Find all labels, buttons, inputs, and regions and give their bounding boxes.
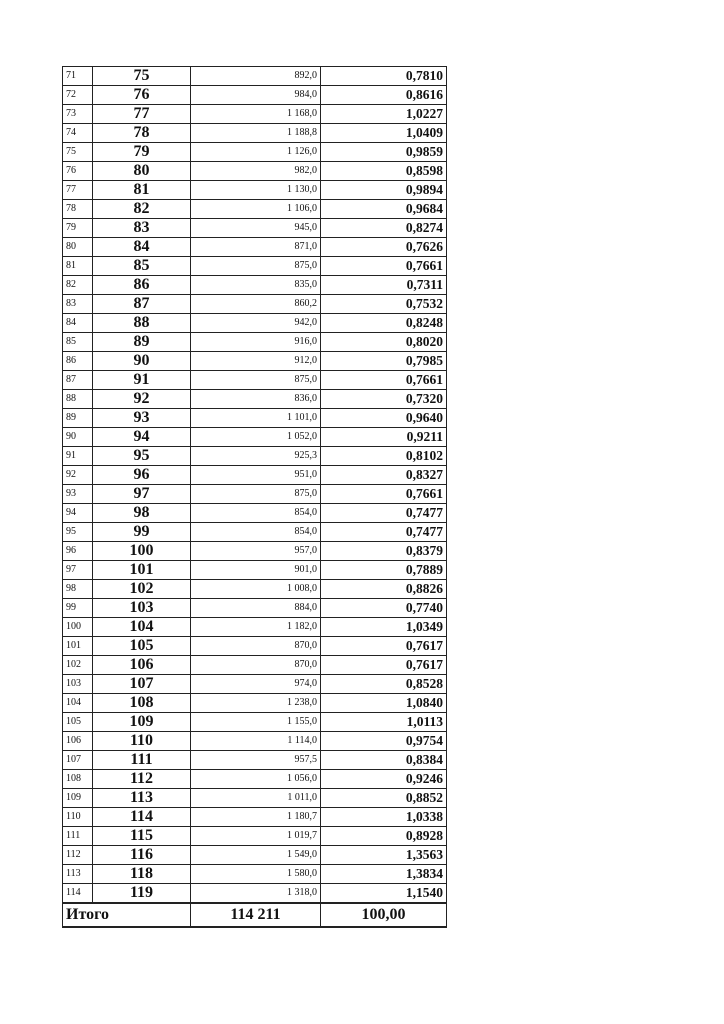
row-index: 78	[63, 200, 93, 219]
premise-share: 1,0840	[321, 694, 447, 713]
premise-share: 0,8020	[321, 333, 447, 352]
row-index: 101	[63, 637, 93, 656]
table-row	[63, 827, 447, 846]
premise-number: 85	[93, 257, 191, 276]
table-row	[63, 694, 447, 713]
premise-number: 90	[93, 352, 191, 371]
premise-share: 0,7320	[321, 390, 447, 409]
row-index: 105	[63, 713, 93, 732]
table-row	[63, 428, 447, 447]
row-index: 111	[63, 827, 93, 846]
premise-share: 0,7661	[321, 371, 447, 390]
table-row	[63, 86, 447, 105]
table-row	[63, 789, 447, 808]
row-index: 92	[63, 466, 93, 485]
row-index: 91	[63, 447, 93, 466]
premise-area: 870,0	[191, 656, 321, 675]
premise-share: 1,0227	[321, 105, 447, 124]
premise-area: 835,0	[191, 276, 321, 295]
premise-area: 1 130,0	[191, 181, 321, 200]
premise-number: 105	[93, 637, 191, 656]
premise-area: 1 155,0	[191, 713, 321, 732]
premise-area: 884,0	[191, 599, 321, 618]
premise-number: 95	[93, 447, 191, 466]
premise-share: 0,8274	[321, 219, 447, 238]
row-index: 90	[63, 428, 93, 447]
premise-area: 912,0	[191, 352, 321, 371]
table-row	[63, 485, 447, 504]
premise-share: 0,7477	[321, 504, 447, 523]
premise-share: 1,0409	[321, 124, 447, 143]
table-row	[63, 675, 447, 694]
premise-area: 870,0	[191, 637, 321, 656]
total-row	[63, 903, 447, 927]
premise-area: 892,0	[191, 67, 321, 86]
premise-number: 115	[93, 827, 191, 846]
table-row	[63, 732, 447, 751]
premise-number: 108	[93, 694, 191, 713]
premise-share: 0,7810	[321, 67, 447, 86]
table-row	[63, 105, 447, 124]
premise-number: 104	[93, 618, 191, 637]
total-share: 100,00	[321, 903, 447, 927]
premise-area: 957,5	[191, 751, 321, 770]
premise-area: 1 019,7	[191, 827, 321, 846]
premise-number: 118	[93, 865, 191, 884]
premise-area: 942,0	[191, 314, 321, 333]
premise-area: 925,3	[191, 447, 321, 466]
premise-share: 0,8852	[321, 789, 447, 808]
premise-share: 0,8598	[321, 162, 447, 181]
premise-area: 1 580,0	[191, 865, 321, 884]
premise-area: 875,0	[191, 257, 321, 276]
table-row	[63, 143, 447, 162]
premise-share: 0,7889	[321, 561, 447, 580]
premise-number: 116	[93, 846, 191, 865]
table-row	[63, 542, 447, 561]
premise-area: 1 106,0	[191, 200, 321, 219]
premise-number: 100	[93, 542, 191, 561]
row-index: 102	[63, 656, 93, 675]
row-index: 74	[63, 124, 93, 143]
premise-share: 0,8384	[321, 751, 447, 770]
table-row	[63, 295, 447, 314]
premise-area: 871,0	[191, 238, 321, 257]
table-row	[63, 219, 447, 238]
row-index: 97	[63, 561, 93, 580]
row-index: 87	[63, 371, 93, 390]
premise-number: 113	[93, 789, 191, 808]
premise-area: 860,2	[191, 295, 321, 314]
premise-share: 0,7311	[321, 276, 447, 295]
table-row	[63, 466, 447, 485]
table-row	[63, 523, 447, 542]
premise-share: 0,9684	[321, 200, 447, 219]
premise-number: 103	[93, 599, 191, 618]
premise-share: 0,9754	[321, 732, 447, 751]
table-row	[63, 200, 447, 219]
premise-share: 1,3563	[321, 846, 447, 865]
premise-share: 0,8528	[321, 675, 447, 694]
table-row	[63, 580, 447, 599]
table-row	[63, 124, 447, 143]
table-row	[63, 751, 447, 770]
premise-area: 1 168,0	[191, 105, 321, 124]
premise-share: 0,8826	[321, 580, 447, 599]
table-row	[63, 713, 447, 732]
table-row	[63, 504, 447, 523]
row-index: 71	[63, 67, 93, 86]
premise-number: 98	[93, 504, 191, 523]
premise-number: 92	[93, 390, 191, 409]
row-index: 96	[63, 542, 93, 561]
row-index: 109	[63, 789, 93, 808]
premise-share: 1,0338	[321, 808, 447, 827]
premise-number: 89	[93, 333, 191, 352]
premise-area: 974,0	[191, 675, 321, 694]
row-index: 81	[63, 257, 93, 276]
premise-area: 984,0	[191, 86, 321, 105]
premise-share: 0,7661	[321, 485, 447, 504]
table-row	[63, 390, 447, 409]
premise-number: 107	[93, 675, 191, 694]
row-index: 73	[63, 105, 93, 124]
apartment-share-table	[62, 66, 447, 928]
premise-number: 76	[93, 86, 191, 105]
table-row	[63, 561, 447, 580]
premise-number: 97	[93, 485, 191, 504]
premise-number: 77	[93, 105, 191, 124]
table-row	[63, 846, 447, 865]
premise-area: 1 114,0	[191, 732, 321, 751]
row-index: 99	[63, 599, 93, 618]
premise-number: 94	[93, 428, 191, 447]
row-index: 82	[63, 276, 93, 295]
row-index: 75	[63, 143, 93, 162]
premise-share: 0,8248	[321, 314, 447, 333]
row-index: 85	[63, 333, 93, 352]
premise-number: 99	[93, 523, 191, 542]
premise-number: 109	[93, 713, 191, 732]
premise-share: 0,8616	[321, 86, 447, 105]
premise-share: 0,9246	[321, 770, 447, 789]
row-index: 93	[63, 485, 93, 504]
row-index: 114	[63, 884, 93, 904]
table-row	[63, 276, 447, 295]
premise-area: 1 056,0	[191, 770, 321, 789]
row-index: 88	[63, 390, 93, 409]
premise-share: 0,7626	[321, 238, 447, 257]
premise-share: 0,8928	[321, 827, 447, 846]
premise-share: 0,8327	[321, 466, 447, 485]
premise-number: 111	[93, 751, 191, 770]
table-row	[63, 371, 447, 390]
premise-number: 114	[93, 808, 191, 827]
row-index: 98	[63, 580, 93, 599]
premise-area: 1 549,0	[191, 846, 321, 865]
premise-area: 875,0	[191, 485, 321, 504]
premise-share: 0,7532	[321, 295, 447, 314]
premise-share: 0,7661	[321, 257, 447, 276]
row-index: 83	[63, 295, 93, 314]
table-row	[63, 181, 447, 200]
premise-share: 0,8102	[321, 447, 447, 466]
premise-area: 875,0	[191, 371, 321, 390]
row-index: 84	[63, 314, 93, 333]
premise-number: 91	[93, 371, 191, 390]
row-index: 106	[63, 732, 93, 751]
premise-share: 1,0113	[321, 713, 447, 732]
premise-share: 0,9894	[321, 181, 447, 200]
row-index: 77	[63, 181, 93, 200]
row-index: 112	[63, 846, 93, 865]
table-body	[63, 67, 447, 928]
row-index: 79	[63, 219, 93, 238]
premise-area: 1 101,0	[191, 409, 321, 428]
table-row	[63, 67, 447, 86]
premise-number: 93	[93, 409, 191, 428]
table-row	[63, 770, 447, 789]
table-row	[63, 808, 447, 827]
row-index: 108	[63, 770, 93, 789]
table-row	[63, 865, 447, 884]
premise-number: 80	[93, 162, 191, 181]
premise-area: 1 052,0	[191, 428, 321, 447]
table-row	[63, 257, 447, 276]
premise-number: 87	[93, 295, 191, 314]
premise-area: 945,0	[191, 219, 321, 238]
premise-area: 901,0	[191, 561, 321, 580]
premise-number: 82	[93, 200, 191, 219]
row-index: 86	[63, 352, 93, 371]
premise-number: 81	[93, 181, 191, 200]
premise-area: 854,0	[191, 504, 321, 523]
table-row	[63, 352, 447, 371]
premise-share: 1,0349	[321, 618, 447, 637]
premise-share: 0,7740	[321, 599, 447, 618]
total-label: Итого	[63, 903, 191, 927]
premise-area: 1 008,0	[191, 580, 321, 599]
premise-number: 86	[93, 276, 191, 295]
table-row	[63, 656, 447, 675]
premise-area: 982,0	[191, 162, 321, 181]
total-area: 114 211	[191, 903, 321, 927]
premise-area: 1 188,8	[191, 124, 321, 143]
row-index: 72	[63, 86, 93, 105]
table-row	[63, 409, 447, 428]
premise-number: 96	[93, 466, 191, 485]
premise-share: 0,9859	[321, 143, 447, 162]
table-row	[63, 162, 447, 181]
table-row	[63, 884, 447, 904]
premise-area: 854,0	[191, 523, 321, 542]
row-index: 107	[63, 751, 93, 770]
row-index: 113	[63, 865, 93, 884]
premise-area: 1 011,0	[191, 789, 321, 808]
row-index: 80	[63, 238, 93, 257]
premise-share: 0,9211	[321, 428, 447, 447]
premise-area: 1 182,0	[191, 618, 321, 637]
premise-number: 75	[93, 67, 191, 86]
premise-area: 1 238,0	[191, 694, 321, 713]
premise-area: 1 180,7	[191, 808, 321, 827]
table-row	[63, 618, 447, 637]
premise-number: 88	[93, 314, 191, 333]
premise-number: 84	[93, 238, 191, 257]
premise-area: 916,0	[191, 333, 321, 352]
premise-share: 0,8379	[321, 542, 447, 561]
premise-share: 0,7617	[321, 637, 447, 656]
premise-number: 110	[93, 732, 191, 751]
premise-area: 957,0	[191, 542, 321, 561]
premise-number: 79	[93, 143, 191, 162]
premise-share: 0,7617	[321, 656, 447, 675]
premise-area: 1 318,0	[191, 884, 321, 904]
row-index: 104	[63, 694, 93, 713]
table-row	[63, 314, 447, 333]
premise-area: 951,0	[191, 466, 321, 485]
premise-area: 836,0	[191, 390, 321, 409]
table-row	[63, 333, 447, 352]
premise-share: 1,1540	[321, 884, 447, 904]
row-index: 89	[63, 409, 93, 428]
row-index: 103	[63, 675, 93, 694]
premise-share: 0,7477	[321, 523, 447, 542]
premise-number: 83	[93, 219, 191, 238]
premise-area: 1 126,0	[191, 143, 321, 162]
premise-share: 1,3834	[321, 865, 447, 884]
premise-number: 106	[93, 656, 191, 675]
premise-number: 78	[93, 124, 191, 143]
row-index: 110	[63, 808, 93, 827]
table-row	[63, 447, 447, 466]
row-index: 100	[63, 618, 93, 637]
premise-number: 102	[93, 580, 191, 599]
row-index: 76	[63, 162, 93, 181]
row-index: 94	[63, 504, 93, 523]
premise-number: 112	[93, 770, 191, 789]
table-row	[63, 637, 447, 656]
table-row	[63, 238, 447, 257]
premise-share: 0,7985	[321, 352, 447, 371]
premise-share: 0,9640	[321, 409, 447, 428]
row-index: 95	[63, 523, 93, 542]
premise-number: 101	[93, 561, 191, 580]
table-row	[63, 599, 447, 618]
premise-number: 119	[93, 884, 191, 904]
